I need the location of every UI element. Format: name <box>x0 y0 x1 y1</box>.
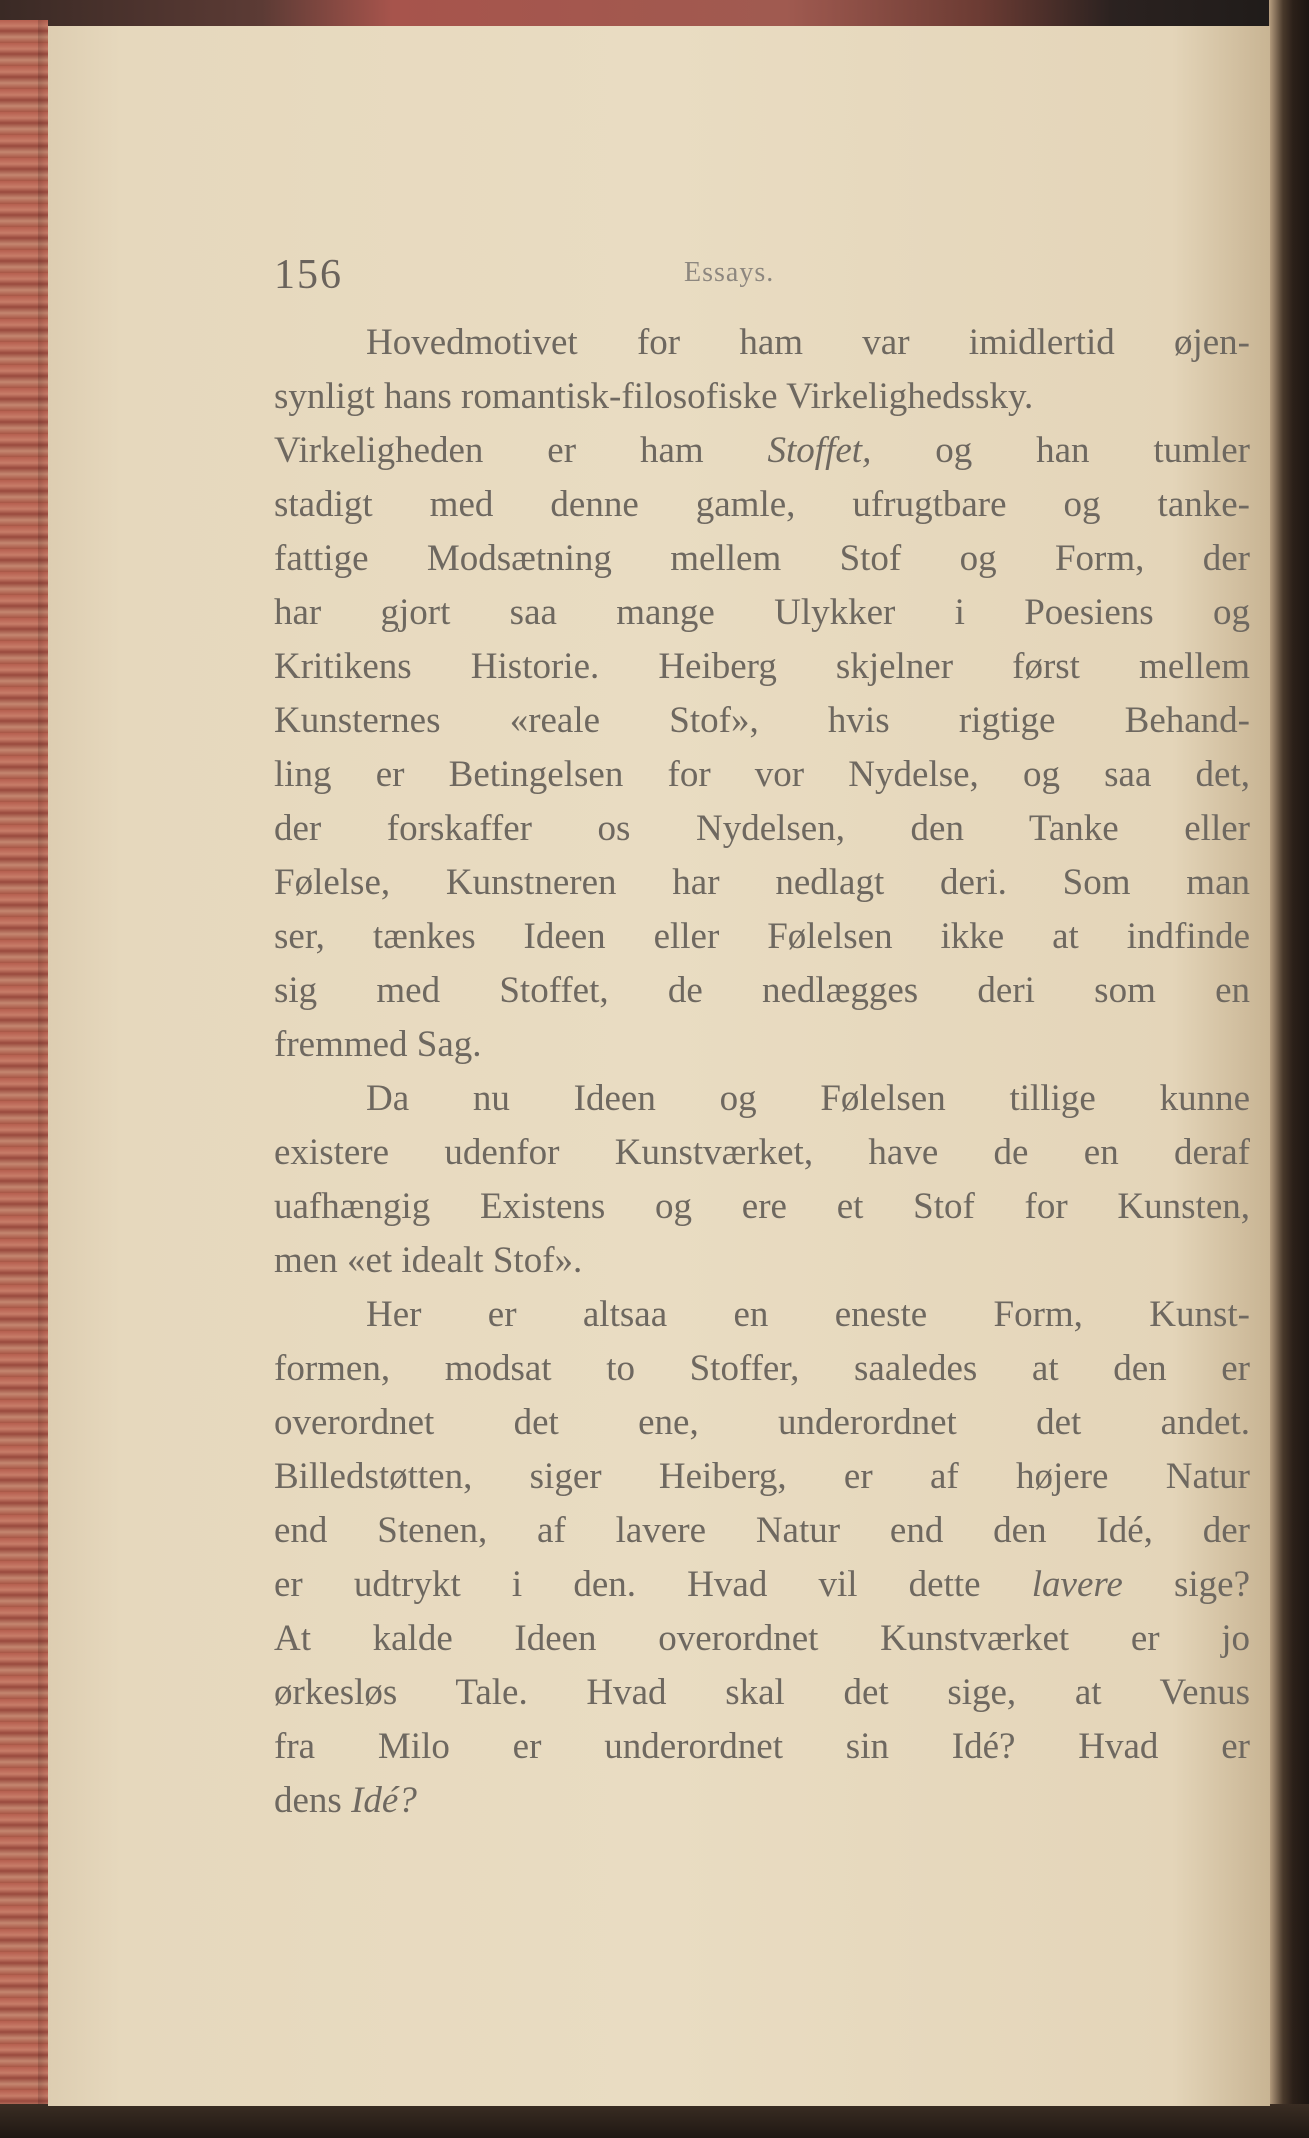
page-header <box>48 251 1270 311</box>
book-bottom-edge <box>0 2104 1309 2138</box>
text-line: At kalde Ideen overordnet Kunstværket er jo <box>274 1618 1250 1659</box>
text-line: existere udenfor Kunstværket, have de en deraf <box>274 1132 1250 1173</box>
italic-word: lavere <box>1031 1564 1123 1605</box>
italic-word: Stoffet, <box>767 430 872 471</box>
text-line: Følelse, Kunstneren har nedlagt deri. Som man <box>274 862 1250 903</box>
text-line: overordnet det ene, underordnet det andet. <box>274 1402 1250 1443</box>
book-spine-edge <box>0 20 48 2110</box>
text-line: dens Idé? <box>274 1780 417 1821</box>
running-head: Essays. <box>684 257 775 288</box>
text-line: ling er Betingelsen for vor Nydelse, og saa det, <box>274 754 1250 795</box>
text-line: Kunsternes «reale Stof», hvis rigtige Behand- <box>274 700 1250 741</box>
page-number: 156 <box>274 252 343 298</box>
text-line: fra Milo er underordnet sin Idé? Hvad er <box>274 1726 1250 1767</box>
text-line: der forskaffer os Nydelsen, den Tanke eller <box>274 808 1250 849</box>
text-line: Her er altsaa en eneste Form, Kunst- <box>366 1294 1250 1335</box>
text-line: synligt hans romantisk-filosofiske Virkelighedssky. <box>274 376 1034 417</box>
text-line: men «et idealt Stof». <box>274 1240 583 1281</box>
text-line: er udtrykt i den. Hvad vil dette lavere sige? <box>274 1564 1251 1605</box>
book-fore-edge <box>1269 0 1309 2138</box>
book-page <box>48 26 1270 2106</box>
italic-word: Idé? <box>351 1780 417 1821</box>
text-line: sig med Stoffet, de nedlægges deri som en <box>274 970 1250 1011</box>
text-line: har gjort saa mange Ulykker i Poesiens og <box>274 592 1250 633</box>
text-line: Kritikens Historie. Heiberg skjelner først mellem <box>274 646 1250 687</box>
text-line: stadigt med denne gamle, ufrugtbare og tanke- <box>274 484 1250 525</box>
text-line: Da nu Ideen og Følelsen tillige kunne <box>366 1078 1250 1119</box>
text-line: formen, modsat to Stoffer, saaledes at den er <box>274 1348 1250 1389</box>
text-line: fremmed Sag. <box>274 1024 482 1065</box>
text-line: Virkeligheden er ham Stoffet, og han tumler <box>274 430 1250 471</box>
text-line: uafhængig Existens og ere et Stof for Kunsten, <box>274 1186 1250 1227</box>
text-line: end Stenen, af lavere Natur end den Idé, der <box>274 1510 1250 1551</box>
body-text <box>274 316 1250 1828</box>
text-line: ser, tænkes Ideen eller Følelsen ikke at indfinde <box>274 916 1250 957</box>
text-line: fattige Modsætning mellem Stof og Form, der <box>274 538 1250 579</box>
text-line: ørkesløs Tale. Hvad skal det sige, at Venus <box>274 1672 1250 1713</box>
text-line: Hovedmotivet for ham var imidlertid øjen- <box>366 322 1250 363</box>
text-line: Billedstøtten, siger Heiberg, er af højere Natur <box>274 1456 1250 1497</box>
